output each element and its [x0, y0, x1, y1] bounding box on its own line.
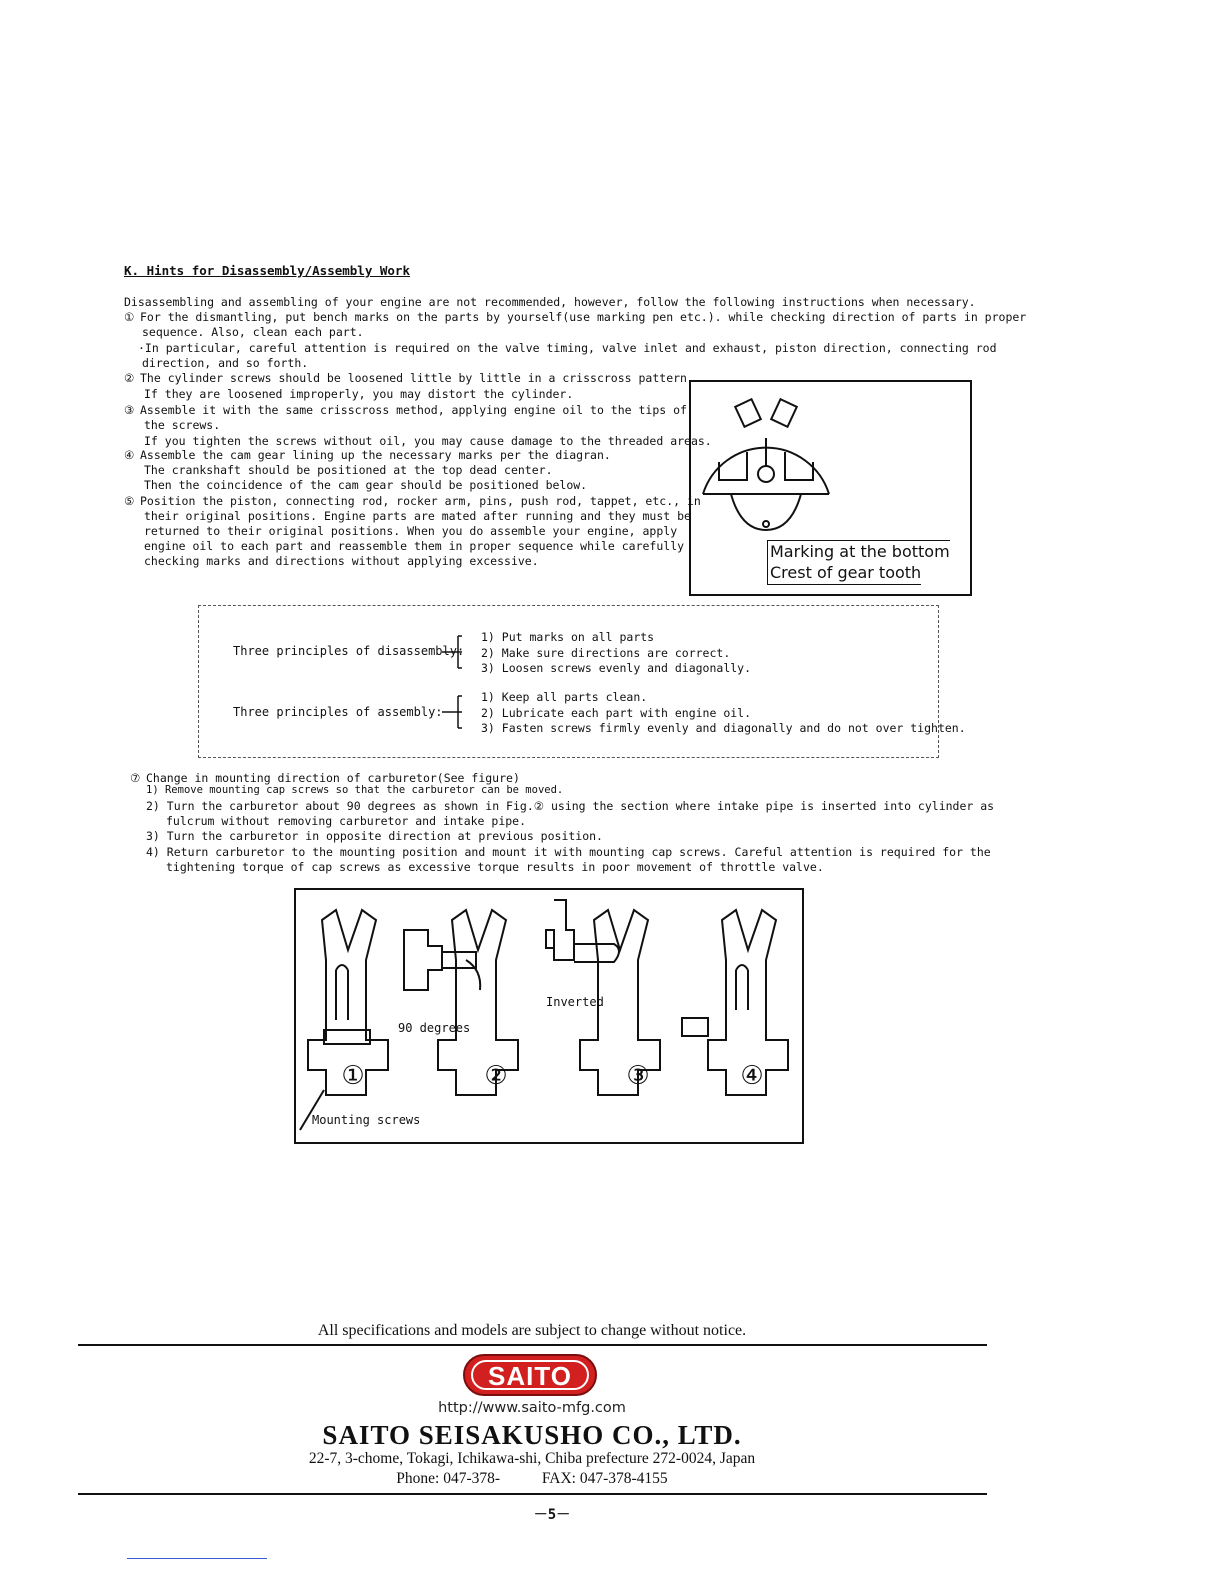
item-line: the screws.: [144, 418, 221, 432]
item-marker: ①: [124, 310, 135, 324]
hint-item-5: [124, 494, 701, 509]
fig-number-1: ①: [341, 1061, 365, 1091]
footer-notice: All specifications and models are subject to change without notice.: [317, 1322, 747, 1339]
item-line: their original positions. Engine parts are mated after running and they must be: [144, 509, 691, 523]
assembly-title: Three principles of assembly:: [233, 705, 443, 719]
company-phone: Phone: 047-378-: [396, 1470, 501, 1487]
assembly-item-3: 3) Fasten screws firmly evenly and diagonally and do not over tighten.: [481, 721, 966, 735]
item-line: For the dismantling, put bench marks on the parts by yourself(use marking pen etc.). while checking direction of parts in proper: [140, 310, 1027, 324]
principles-box: [198, 605, 966, 758]
gear-label-line1: Marking at the bottom: [767, 540, 950, 563]
company-address: 22-7, 3-chome, Tokagi, Ichikawa-shi, Chiba prefecture 272-0024, Japan: [308, 1450, 756, 1467]
company-url[interactable]: http://www.saito-mfg.com: [438, 1400, 626, 1416]
page-number: －5－: [533, 1507, 571, 1523]
intro-text: Disassembling and assembling of your engine are not recommended, however, follow the following instructions when necessary.: [124, 295, 976, 309]
item-line: The cylinder screws should be loosened little by little in a crisscross pattern.: [140, 371, 694, 385]
carburetor-title: ⑦ Change in mounting direction of carburetor(See figure): [130, 771, 520, 785]
disassembly-item-1: 1) Put marks on all parts: [481, 630, 655, 644]
item-line: Assemble the cam gear lining up the necessary marks per the diagran.: [140, 448, 611, 462]
disassembly-item-2: 2) Make sure directions are correct.: [481, 646, 731, 660]
disassembly-title: Three principles of disassembly:: [233, 644, 465, 658]
item-line: checking marks and directions without applying excessive.: [144, 554, 539, 568]
assembly-item-2: 2) Lubricate each part with engine oil.: [481, 706, 752, 720]
carb-step-line: tightening torque of cap screws as excessive torque results in poor movement of throttle valve.: [166, 860, 824, 874]
company-name: SAITO SEISAKUSHO CO., LTD.: [322, 1420, 742, 1450]
disassembly-bracket: [440, 630, 462, 674]
hint-item-3: [124, 403, 687, 418]
item-marker: ②: [124, 371, 135, 385]
carburetor-diagram: [296, 890, 802, 1142]
item-line: If you tighten the screws without oil, you may cause damage to the threaded areas.: [144, 434, 712, 448]
fig-number-3: ③: [626, 1061, 650, 1091]
link-underline: [127, 1558, 267, 1559]
item-line: Position the piston, connecting rod, rocker arm, pins, push rod, tappet, etc., in: [140, 494, 701, 508]
logo-text: SAITO: [488, 1361, 572, 1391]
carb-step-line: fulcrum without removing carburetor and intake pipe.: [166, 814, 527, 828]
disassembly-item-3: 3) Loosen screws evenly and diagonally.: [481, 661, 752, 675]
hint-item-4: [124, 448, 611, 463]
saito-logo: [462, 1352, 602, 1398]
footer-rule-top: [78, 1344, 987, 1346]
gear-label-line2: Crest of gear tooth: [767, 562, 921, 585]
item-line: Then the coincidence of the cam gear should be positioned below.: [144, 478, 588, 492]
item-marker: ⑤: [124, 494, 135, 508]
label-90-degrees: 90 degrees: [398, 1021, 471, 1035]
carb-step-4: 4) Return carburetor to the mounting position and mount it with mounting cap screws. Careful attention is required for the: [146, 845, 991, 859]
item-line: direction, and so forth.: [142, 356, 309, 370]
label-inverted: Inverted: [546, 995, 604, 1009]
item-line: Assemble it with the same crisscross method, applying engine oil to the tips of: [140, 403, 687, 417]
carb-step-1: 1) Remove mounting cap screws so that the carburetor can be moved.: [146, 784, 564, 796]
item-line: returned to their original positions. When you do assemble your engine, apply: [144, 524, 678, 538]
item-line: The crankshaft should be positioned at the top dead center.: [144, 463, 553, 477]
item-marker: ⑦: [130, 771, 141, 785]
fig-number-4: ④: [740, 1061, 764, 1091]
item-line: If they are loosened improperly, you may distort the cylinder.: [144, 387, 574, 401]
fig-number-2: ②: [484, 1061, 508, 1091]
label-mounting-screws: Mounting screws: [312, 1113, 421, 1127]
assembly-bracket: [440, 690, 462, 734]
hint-item-1: [124, 310, 1026, 325]
item-marker: ④: [124, 448, 135, 462]
item-line: ·In particular, careful attention is required on the valve timing, valve inlet and exhaust, piston direction, connecting rod: [138, 341, 997, 355]
carb-step-3: 3) Turn the carburetor in opposite direction at previous position.: [146, 829, 603, 843]
assembly-item-1: 1) Keep all parts clean.: [481, 690, 648, 704]
item-line: engine oil to each part and reassemble them in proper sequence while carefully: [144, 539, 685, 553]
company-contact: [0, 1470, 1064, 1488]
carb-step-2: 2) Turn the carburetor about 90 degrees as shown in Fig.② using the section where intake pipe is inserted into cylinder as: [146, 799, 995, 813]
item-line: sequence. Also, clean each part.: [142, 325, 364, 339]
cam-gear-figure: [689, 380, 972, 596]
footer-rule-bottom: [78, 1493, 987, 1495]
item-marker: ③: [124, 403, 135, 417]
company-fax: FAX: 047-378-4155: [541, 1470, 668, 1487]
hint-item-2: [124, 371, 694, 386]
carburetor-figure: [294, 888, 804, 1144]
section-heading: K. Hints for Disassembly/Assembly Work: [124, 263, 410, 278]
